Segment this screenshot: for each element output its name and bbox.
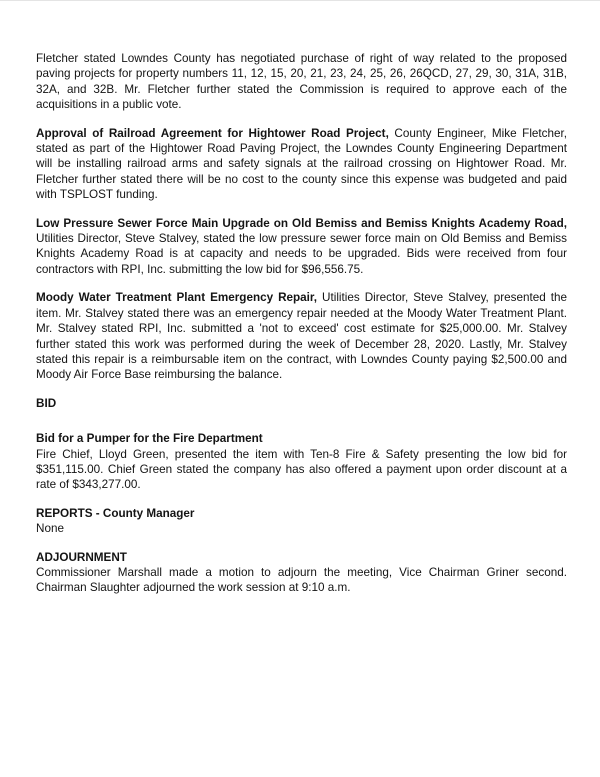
paragraph-sewer-force-main-upgrade bbox=[36, 216, 567, 278]
paragraph-pumper-bid bbox=[36, 447, 567, 493]
paragraph-text: Fletcher stated Lowndes County has negotiated purchase of right of way related to the proposed paving projects for property numbers 11, 12, 15, 20, 21, 23, 24, 25, 26, 26QCD, 27, 29, 30, 31A, 31B, 32A, and 32B. Mr. Fletcher further stated the Commission is required to approve each of the acquisitions in a public vote. bbox=[36, 52, 567, 112]
paragraph-adjournment bbox=[36, 565, 567, 596]
paragraph-text: Commissioner Marshall made a motion to adjourn the meeting, Vice Chairman Griner second. Chairman Slaughter adjourned the work session at 9:10 a.m. bbox=[36, 565, 567, 595]
heading-pumper-bid: Bid for a Pumper for the Fire Department bbox=[36, 432, 263, 446]
paragraph-text: None bbox=[36, 522, 64, 536]
paragraph-moody-emergency-repair bbox=[36, 290, 567, 382]
heading-reports-county-manager: REPORTS - County Manager bbox=[36, 506, 195, 520]
paragraph-right-of-way bbox=[36, 51, 567, 113]
heading-adjournment: ADJOURNMENT bbox=[36, 550, 127, 564]
item-title-sewer-upgrade: Low Pressure Sewer Force Main Upgrade on Old Bemiss and Bemiss Knights Academy Road, bbox=[36, 216, 567, 230]
item-title-railroad-agreement: Approval of Railroad Agreement for Hightower Road Project, bbox=[36, 126, 389, 140]
paragraph-text: Utilities Director, Steve Stalvey, presented the item. Mr. Stalvey stated there was an emergency repair needed at the Moody Water Treatment Plant. Mr. Stalvey stated RPI, Inc. submitted a 'not to exceed' cost estimate for $25,000.00. Mr. Stalvey further stated this work was performed during the week of December 28, 2020. Lastly, Mr. Stalvey stated this repair is a reimbursable item on the contract, with Lowndes County paying $2,500.00 and Moody Air Force Base reimbursing the balance. bbox=[36, 291, 567, 382]
paragraph-text: Fire Chief, Lloyd Green, presented the item with Ten-8 Fire & Safety presenting the low bid for $351,115.00. Chief Green stated the company has also offered a payment upon order discount at a rate of $343,277.00. bbox=[36, 447, 567, 492]
paragraph-railroad-agreement bbox=[36, 126, 567, 203]
paragraph-text: County Engineer, Mike Fletcher, stated as part of the Hightower Road Paving Project, the Lowndes County Engineering Department will be installing railroad arms and safety signals at the railroad crossing on Hightower Road. Mr. Fletcher further stated there will be no cost to the county since this expense was budgeted and paid with TSPLOST funding. bbox=[36, 126, 567, 202]
paragraph-text: Utilities Director, Steve Stalvey, stated the low pressure sewer force main on Old Bemiss and Bemiss Knights Academy Road is at capacity and needs to be upgraded. Bids were received from four contractors with RPI, Inc. submitting the low bid for $96,556.75. bbox=[36, 232, 567, 276]
item-title-moody-repair: Moody Water Treatment Plant Emergency Repair, bbox=[36, 291, 318, 305]
heading-bid: BID bbox=[36, 396, 57, 410]
paragraph-reports-none bbox=[36, 521, 567, 536]
